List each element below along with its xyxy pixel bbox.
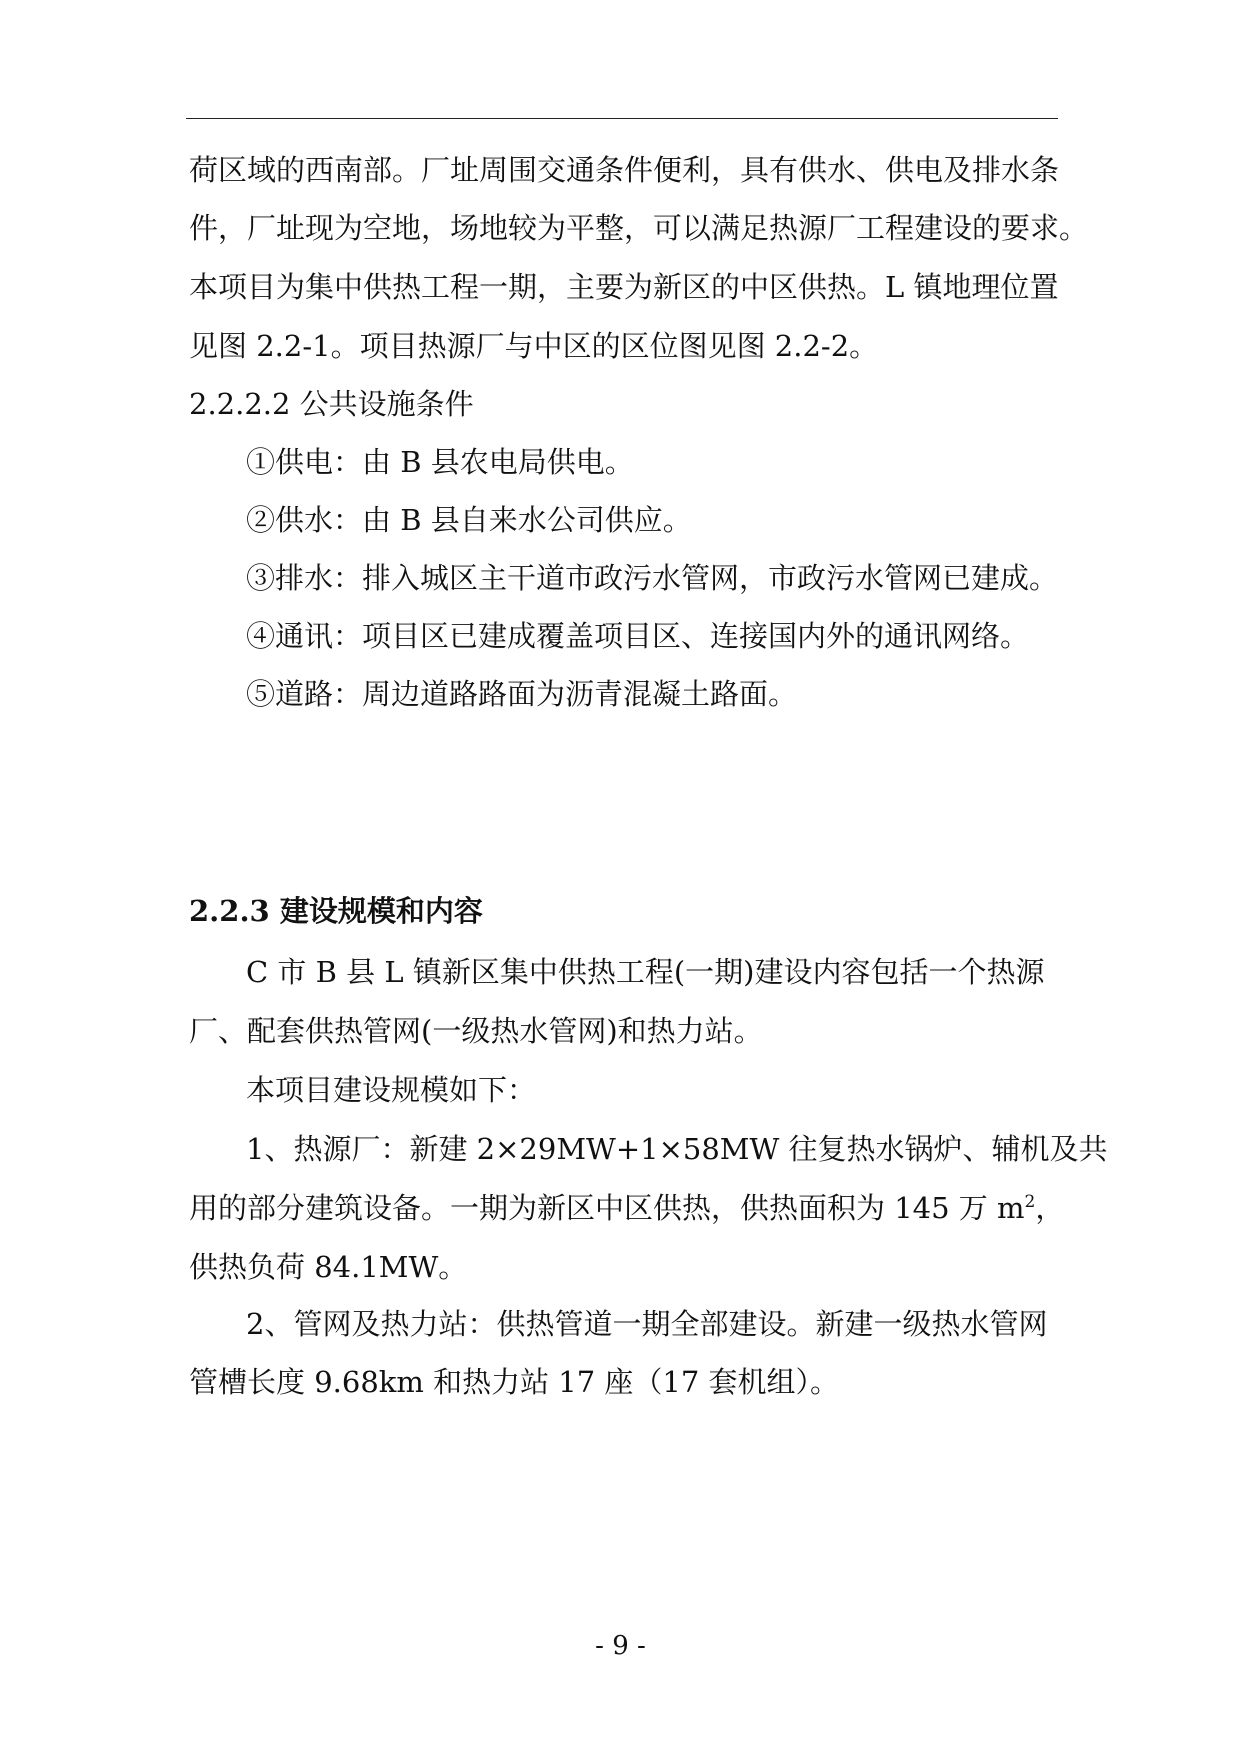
item-1-line-3: 供热负荷 84.1MW。 — [189, 1250, 468, 1284]
intro-line-2: 件，厂址现为空地，场地较为平整，可以满足热源厂工程建设的要求。 — [189, 211, 1089, 245]
facility-item-power: ①供电：由 B 县农电局供电。 — [246, 445, 634, 479]
facility-item-telecom: ④通讯：项目区已建成覆盖项目区、连接国内外的通讯网络。 — [246, 619, 1030, 653]
page-number: - 9 - — [595, 1631, 646, 1661]
item-1-line-1: 1、热源厂：新建 2×29MW+1×58MW 往复热水锅炉、辅机及共 — [246, 1132, 1108, 1166]
facility-item-road: ⑤道路：周边道路路面为沥青混凝土路面。 — [246, 677, 798, 711]
item-2-line-1: 2、管网及热力站：供热管道一期全部建设。新建一级热水管网 — [246, 1307, 1048, 1341]
intro-line-4: 见图 2.2-1。项目热源厂与中区的区位图见图 2.2-2。 — [189, 329, 879, 363]
item-2-line-2: 管槽长度 9.68km 和热力站 17 座（17 套机组）。 — [189, 1365, 840, 1399]
item-1-line-2 — [189, 1188, 1065, 1228]
paragraph-2: 本项目建设规模如下： — [246, 1073, 537, 1107]
header-rule — [186, 118, 1058, 119]
paragraph-1-line-1: C 市 B 县 L 镇新区集中供热工程(一期)建设内容包括一个热源 — [246, 955, 1045, 989]
facility-item-drainage: ③排水：排入城区主干道市政污水管网，市政污水管网已建成。 — [246, 561, 1059, 595]
intro-line-1: 荷区域的西南部。厂址周围交通条件便利，具有供水、供电及排水条 — [189, 153, 1060, 187]
paragraph-1-line-2: 厂、配套供热管网(一级热水管网)和热力站。 — [189, 1014, 763, 1048]
intro-line-3: 本项目为集中供热工程一期，主要为新区的中区供热。L 镇地理位置 — [189, 270, 1059, 304]
item-1-line-2-end: ， — [1035, 1191, 1065, 1225]
facility-item-water: ②供水：由 B 县自来水公司供应。 — [246, 503, 692, 537]
superscript-2: 2 — [1024, 1192, 1036, 1212]
subsection-title: 2.2.2.2 公共设施条件 — [189, 387, 474, 421]
section-heading: 2.2.3 建设规模和内容 — [189, 894, 483, 928]
item-1-line-2-text: 用的部分建筑设备。一期为新区中区供热，供热面积为 145 万 m — [189, 1191, 1025, 1225]
